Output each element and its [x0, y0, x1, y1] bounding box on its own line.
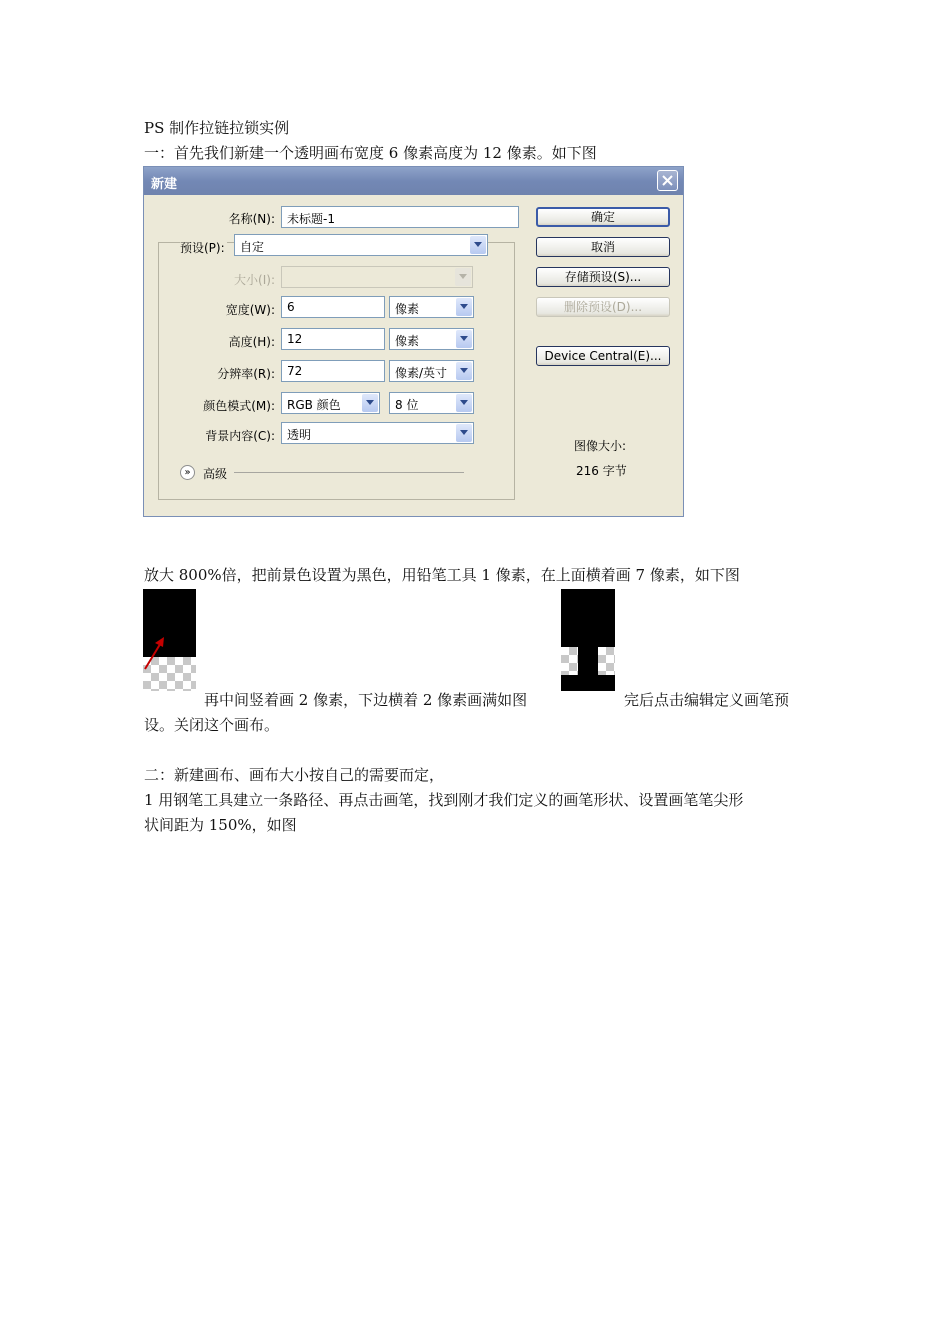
- height-unit-select[interactable]: [389, 328, 474, 350]
- background-select[interactable]: [281, 422, 474, 444]
- device-central-button[interactable]: Device Central(E)...: [536, 346, 670, 366]
- color-mode-label: 颜色模式(M):: [203, 399, 275, 413]
- width-input[interactable]: 6: [281, 296, 385, 318]
- step2-detail-b: 状间距为 150%，如图: [144, 816, 297, 834]
- dialog-titlebar: [144, 167, 683, 195]
- resolution-unit-select[interactable]: [389, 360, 474, 382]
- transparent-checker-right: [598, 647, 615, 675]
- chevron-down-icon: [456, 394, 472, 412]
- chevron-down-icon: [362, 394, 378, 412]
- chevron-down-icon: [456, 362, 472, 380]
- resolution-input[interactable]: 72: [281, 360, 385, 382]
- para-middle-a: 再中间竖着画 2 像素，下边横着 2 像素画满如图: [204, 691, 528, 709]
- width-unit-select[interactable]: [389, 296, 474, 318]
- brush-final-image: [561, 589, 615, 691]
- name-input[interactable]: 未标题-1: [281, 206, 519, 228]
- height-label: 高度(H):: [228, 335, 275, 349]
- preset-value: 自定: [240, 240, 265, 254]
- para-middle-b: 完后点击编辑定义画笔预: [624, 691, 790, 709]
- background-value: 透明: [287, 428, 312, 442]
- new-document-dialog: [143, 166, 684, 517]
- color-mode-select[interactable]: [281, 392, 380, 414]
- chevron-down-icon: [470, 236, 486, 254]
- cancel-button[interactable]: 取消: [536, 237, 670, 257]
- para-middle-c: 设。关闭这个画布。: [144, 716, 280, 734]
- image-size-value: 216 字节: [576, 464, 627, 478]
- height-unit-value: 像素: [395, 334, 420, 348]
- bit-depth-value: 8 位: [395, 398, 419, 412]
- close-button[interactable]: [657, 170, 678, 191]
- preset-label: 预设(P):: [180, 241, 225, 255]
- color-mode-value: RGB 颜色: [287, 398, 341, 412]
- height-input[interactable]: 12: [281, 328, 385, 350]
- transparent-checker-left: [561, 647, 578, 675]
- background-label: 背景内容(C):: [205, 429, 275, 443]
- ok-button[interactable]: 确定: [536, 207, 670, 227]
- red-arrow-icon: [143, 589, 196, 691]
- chevron-down-icon: [456, 330, 472, 348]
- chevron-down-icon: [456, 298, 472, 316]
- resolution-label: 分辨率(R):: [217, 367, 275, 381]
- brush-step1-image: [143, 589, 196, 691]
- chevron-down-icon: [456, 424, 472, 442]
- resolution-unit-value: 像素/英寸: [395, 366, 448, 380]
- chevron-down-icon: [455, 268, 471, 286]
- size-label: 大小(I):: [234, 273, 275, 287]
- image-size-label: 图像大小:: [574, 439, 627, 453]
- step2-line: 二：新建画布、画布大小按自己的需要而定，: [144, 766, 445, 784]
- delete-preset-button: 删除预设(D)...: [536, 297, 670, 317]
- step1-line: 一：首先我们新建一个透明画布宽度 6 像素高度为 12 像素。如下图: [144, 144, 597, 162]
- advanced-toggle-icon[interactable]: »: [180, 465, 195, 480]
- para-zoom: 放大 800%倍，把前景色设置为黑色，用铅笔工具 1 像素，在上面横着画 7 像素，如下图: [144, 566, 740, 584]
- bit-depth-select[interactable]: [389, 392, 474, 414]
- advanced-divider: [234, 472, 464, 473]
- width-unit-value: 像素: [395, 302, 420, 316]
- save-preset-button[interactable]: 存储预设(S)...: [536, 267, 670, 287]
- doc-title-line: PS 制作拉链拉锁实例: [144, 119, 290, 137]
- preset-select[interactable]: [234, 234, 488, 256]
- name-label: 名称(N):: [228, 212, 275, 226]
- width-label: 宽度(W):: [225, 303, 275, 317]
- dialog-title: 新建: [151, 177, 178, 192]
- step2-detail-a: 1 用钢笔工具建立一条路径、再点击画笔，找到刚才我们定义的画笔形状、设置画笔笔尖形: [144, 791, 744, 809]
- advanced-label[interactable]: 高级: [203, 467, 228, 481]
- size-select: [281, 266, 473, 288]
- close-icon: [662, 175, 673, 186]
